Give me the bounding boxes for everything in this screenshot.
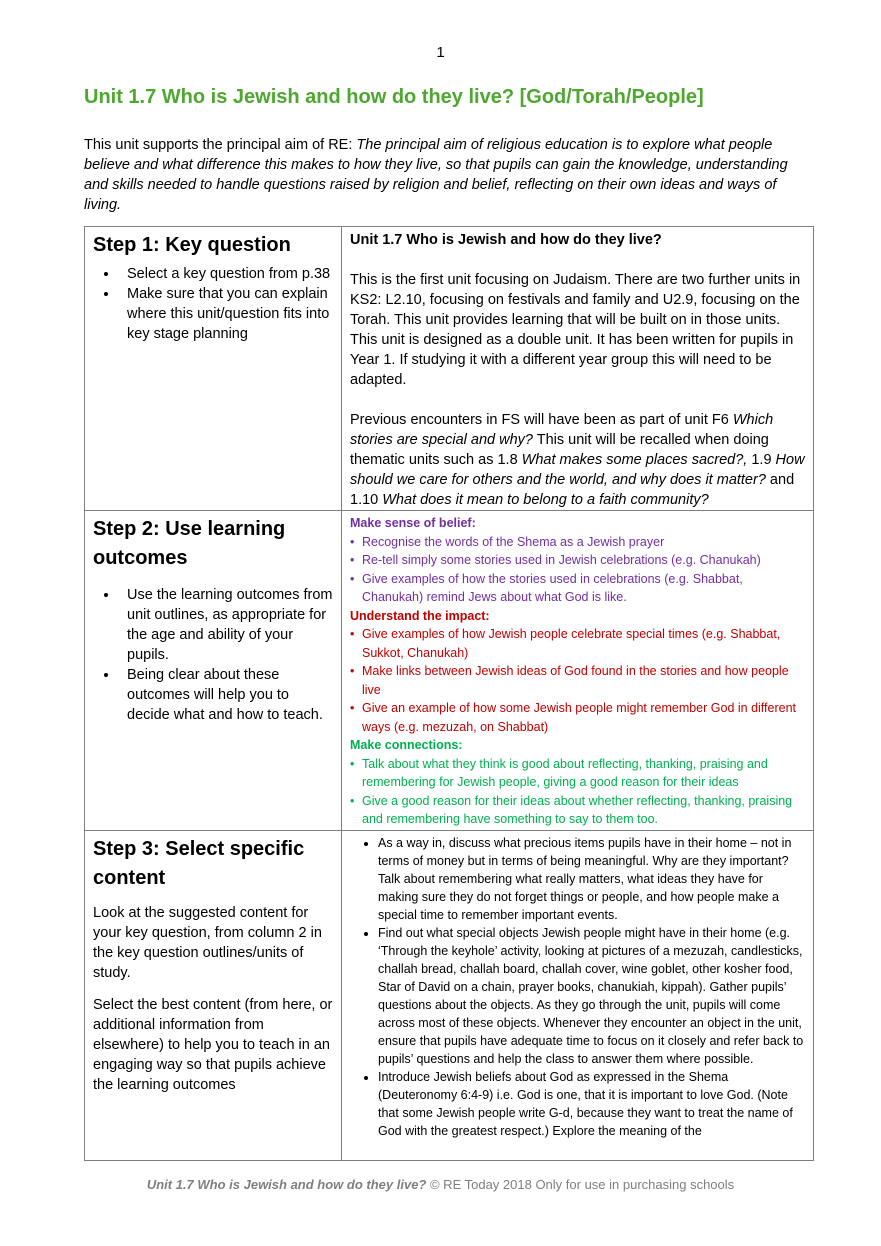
step1-row [85, 227, 814, 511]
unit-heading: Unit 1.7 Who is Jewish and how do they live? [350, 232, 662, 248]
page-title: Unit 1.7 Who is Jewish and how do they live? [God/Torah/People] [84, 86, 704, 108]
impact-item: • Make links between Jewish ideas of God found in the stories and how people live [362, 662, 805, 699]
connections-item: • Give a good reason for their ideas about whether reflecting, thanking, praising and remembering have something to say to them too. [362, 792, 805, 829]
step3-paragraph: Look at the suggested content for your key question, from column 2 in the key question outlines/units of study. [93, 905, 322, 981]
content-item: • Find out what special objects Jewish people might have in their home (e.g. ‘Through the keyhole’ activity, looking at pictures of a mezuzah, candlesticks, challah bread, challah board, challah cover, wine goblet, other kosher food, Star of David on a chain, prayer books, chanukiah, kippah). Gather pupils’ questions about the objects. As they go through the unit, pupils will come across most of these objects. Whenever they encounter an object in the unit, ensure that pupils have adequate time to focus on it closely and refer back to pupils’ questions and help the class to answer them where possible. [378, 924, 805, 1068]
step3-paragraph: Select the best content (from here, or additional information from elsewhere) to help you to teach in an engaging way so that pupils achieve the learning outcomes [93, 997, 333, 1093]
planning-table [84, 226, 814, 1161]
step3-title: Step 3: Select specific content [93, 838, 305, 889]
content-item: • As a way in, discuss what precious items pupils have in their home – not in terms of money but in terms of being meaningful. Why are they important? Talk about remembering what really matters, what ideas they have for making sure they do not forget things or people, and how people make a special time to remember important events. [378, 834, 805, 924]
step2-bullet: • Being clear about these outcomes will help you to decide what and how to teach. [119, 665, 333, 725]
belief-list [350, 533, 805, 607]
intro-lead: This unit supports the principal aim of RE: [84, 137, 357, 153]
connections-heading: Make connections: [350, 738, 463, 752]
step1-bullet: • Make sure that you can explain where this unit/question fits into key stage planning [119, 284, 333, 344]
belief-heading: Make sense of belief: [350, 516, 476, 530]
step1-left-cell [85, 227, 342, 511]
impact-item: • Give an example of how some Jewish people might remember God in different ways (e.g. mezuzah, on Shabbat) [362, 699, 805, 736]
impact-heading: Understand the impact: [350, 608, 490, 623]
impact-list [350, 625, 805, 736]
step2-right-cell [342, 511, 814, 831]
step1-right-cell [342, 227, 814, 511]
content-item: • Introduce Jewish beliefs about God as expressed in the Shema (Deuteronomy 6:4-9) i.e. God is one, that it is important to love God. (Note that some Jewish people write G-d, because they want to treat the name of God with the greatest respect.) Explore the meaning of the [378, 1068, 805, 1140]
step1-bullet: • Select a key question from p.38 [119, 264, 333, 284]
step2-left-cell [85, 511, 342, 831]
step3-left-cell [85, 831, 342, 1161]
connections-list [350, 755, 805, 829]
connections-item: • Talk about what they think is good about reflecting, thanking, praising and remembering for Jewish people, giving a good reason for their ideas [362, 755, 805, 792]
step3-right-cell [342, 831, 814, 1161]
step2-row [85, 511, 814, 831]
unit-description: This is the first unit focusing on Judaism. There are two further units in KS2: L2.10, focusing on festivals and family and U2.9, focusing on the Torah. This unit provides learning that will be built on in those units. This unit is designed as a double unit. It has been written for pupils in Year 1. If studying it with a different year group this will need to be adapted. [350, 272, 801, 388]
page-footer [0, 1177, 881, 1192]
step2-bullet: • Use the learning outcomes from unit outlines, as appropriate for the age and ability of your pupils. [119, 585, 333, 665]
step1-title: Step 1: Key question [93, 234, 291, 256]
belief-item: • Recognise the words of the Shema as a Jewish prayer [362, 533, 805, 552]
step2-title: Step 2: Use learning outcomes [93, 518, 286, 569]
belief-item: • Give examples of how the stories used in celebrations (e.g. Shabbat, Chanukah) remind Jews about what God is like. [362, 570, 805, 607]
footer-unit: Unit 1.7 Who is Jewish and how do they live? [146, 1177, 427, 1192]
previous-encounters: Previous encounters in FS will have been as part of unit F6 Which stories are special and why? This unit will be recalled when doing thematic units such as 1.8 What makes some places sacred?, 1.9 How should we care for others and the world, and why does it matter? and 1.10 What does it mean to belong to a faith community? [350, 412, 805, 508]
step1-bullets [93, 264, 333, 344]
impact-item: • Give examples of how Jewish people celebrate special times (e.g. Shabbat, Sukkot, Chanukah) [362, 625, 805, 662]
step3-row [85, 831, 814, 1161]
page-number: 1 [436, 44, 445, 61]
step2-bullets [93, 585, 333, 725]
belief-item: • Re-tell simply some stories used in Jewish celebrations (e.g. Chanukah) [362, 551, 805, 570]
intro-aim: The principal aim of religious education is to explore what people believe and what difference this makes to how they live, so that pupils can gain the knowledge, understanding and skills needed to handle questions raised by religion and belief, reflecting on their own ideas and ways of living. [84, 137, 788, 213]
content-list [350, 834, 805, 1140]
footer-copyright: © RE Today 2018 Only for use in purchasing schools [426, 1177, 735, 1192]
intro-paragraph [84, 135, 804, 215]
